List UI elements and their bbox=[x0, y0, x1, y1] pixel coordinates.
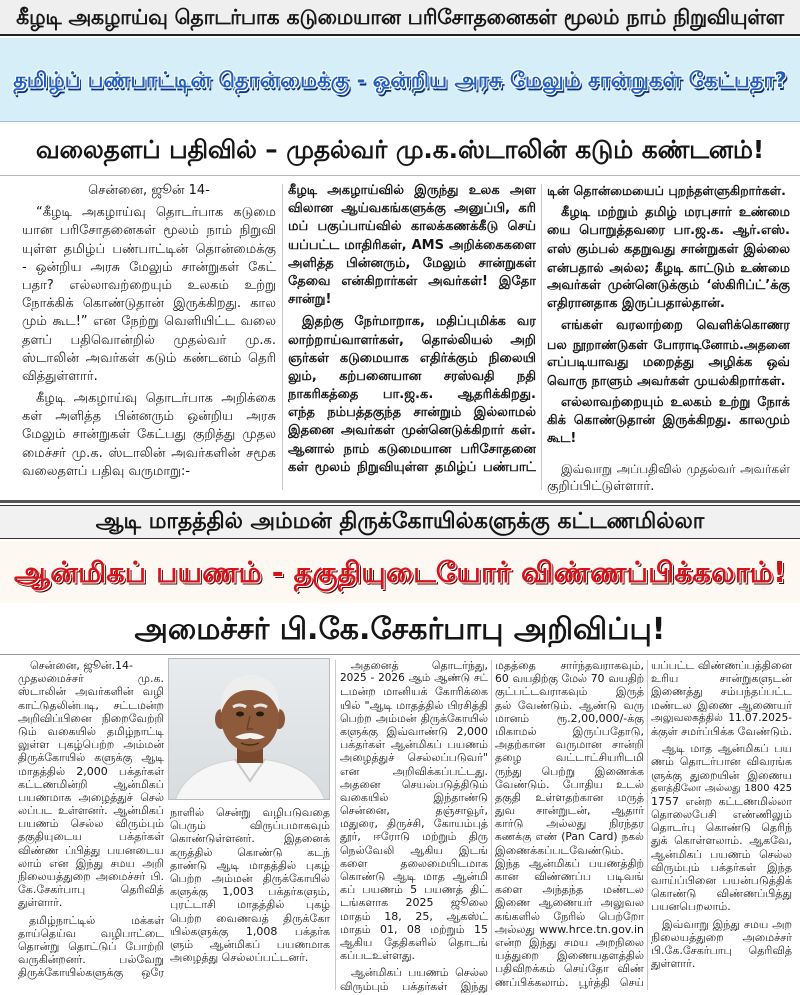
text-line: கார்டு அல்லது நிரந்தர bbox=[495, 817, 644, 831]
text-line: வொரு நாளும் அவர்கள் முயல்கிறார்கள். bbox=[547, 372, 786, 388]
text-line: பதிவிறக்கம் செய்தோ விண் bbox=[495, 962, 644, 976]
story2-kicker-band bbox=[0, 505, 800, 539]
text-line: ருந்து பெற்று இணைக்க bbox=[495, 764, 644, 778]
column-rule bbox=[335, 660, 336, 990]
text-line: இந்த ஆன்மிகப் பயணத்திற் bbox=[495, 856, 644, 870]
story2-column-1 bbox=[18, 659, 164, 984]
text-line: களுக்கு 1,003 பக்தர்களும், bbox=[170, 885, 330, 899]
text-line: இணைக்கப்படவேண்டும். bbox=[495, 843, 624, 857]
text-line: விரும்பும் பக்தர்கள் இந்த bbox=[651, 860, 792, 874]
text-line: அறிவிப்பினை நிறைவேற்றி bbox=[18, 711, 164, 725]
story1-column-2 bbox=[288, 182, 536, 481]
paragraph bbox=[22, 390, 276, 481]
portrait-illustration bbox=[169, 659, 330, 800]
text-line: தொன்று தொட்டுப் போற்றி bbox=[18, 939, 164, 953]
text-line: ஸ்டாலின் அவர்கள் கடும் கண்டனம் தெரி bbox=[22, 350, 276, 366]
text-line: பயனபெறலாம். bbox=[651, 900, 731, 914]
paragraph bbox=[651, 918, 792, 971]
text-line: யில் "ஆடி மாதத்தில் பிரசித்தி bbox=[340, 698, 488, 712]
text-line: தகுதியுடைய பக்தர்கள் bbox=[18, 830, 164, 844]
text-line: நெல்வேலி ஆகிய இடங் bbox=[340, 843, 488, 857]
story2-kicker: ஆடி மாதத்தில் அம்மன் திருக்கோயில்களுக்கு கட்டணமில்லா bbox=[95, 509, 705, 534]
column-rule bbox=[647, 660, 648, 990]
text-line: தொடர்பு கொண்டு தெரிந் bbox=[651, 821, 792, 835]
text-line: யப்பட்ட விண்ணப்பத்தினை bbox=[651, 659, 792, 672]
story-divider bbox=[0, 500, 800, 503]
text-line: தாய்தெய்வ வழிபாட்டை bbox=[18, 926, 164, 940]
text-line: கள் அளித்த பின்னரும் ஒன்றிய அரசு bbox=[22, 409, 276, 425]
text-line: நிலையத்துறை அமைச்சர் bbox=[651, 930, 792, 944]
story1-subhead-band bbox=[0, 124, 800, 176]
text-line: குறிப்பிட்டுள்ளார். bbox=[547, 479, 655, 495]
text-line: என்ற இந்து சமய அறநிலை bbox=[495, 935, 644, 949]
text-line: குட்பட்டவராகவும் இருத் bbox=[495, 685, 644, 699]
text-line: ஆன்மிகப் பயணம் செல்ல bbox=[651, 847, 792, 861]
text-line: அழைத்துச் செல்லப்படுவர்" bbox=[340, 751, 488, 765]
text-line: ணம் தொடர்பான விவரங்க bbox=[651, 755, 792, 769]
text-line: அளித்த பின்னரும், மேலும் சான்றுகள் bbox=[288, 255, 536, 271]
text-line: டமன்ற மானியக் கோரிக்கை bbox=[340, 685, 488, 699]
text-line: எப்படியாவது மறைத்து அழிக்க ஒவ் bbox=[547, 354, 790, 370]
text-line: டும் வகையில் தமிழ்நாட்டி bbox=[18, 724, 164, 738]
text-line: அதற்கான வருமான சான்றி bbox=[495, 738, 644, 752]
story1-column-3 bbox=[547, 182, 790, 453]
text-line: களுக்கு இவ்வாண்டு 2,000 bbox=[340, 724, 488, 738]
paragraph bbox=[547, 317, 790, 390]
text-line: வகையில் இந்தாண்டு bbox=[340, 790, 488, 804]
text-line: பதா? எல்லாவற்றையும் உலகம் உற்று bbox=[22, 277, 276, 293]
text-line: அதனைத் தொடர்ந்து, bbox=[351, 659, 488, 672]
text-line: எங்கள் வரலாற்றை வெளிக்கொணர bbox=[561, 318, 790, 334]
paragraph bbox=[651, 742, 792, 913]
text-line: கே.சேகர்பாபு தெரிவித் bbox=[18, 883, 164, 897]
text-line: தாண்டு ஆடி மாதத்தில் புகழ் bbox=[170, 858, 330, 872]
text-line: துக் கொள்ளலாம். ஆகவே, bbox=[651, 834, 792, 848]
text-line: மிகாமல் இருப்பதோடு, bbox=[495, 724, 644, 738]
text-line: கட்டணமின்றி ஆன்மிகப் bbox=[18, 777, 164, 791]
paragraph bbox=[547, 182, 790, 200]
text-line: நோக்கிக் கொண்டுதான் இருக்கிறது. கால bbox=[22, 296, 276, 312]
text-line: துவ சான்றுடன், ஆதார் bbox=[495, 804, 644, 818]
text-line: ஆடி மாத ஆன்மிகப் பய bbox=[662, 742, 792, 756]
text-line: அழைத்து செல்லப்பட்டனர். bbox=[170, 951, 309, 965]
text-line: எல்லாவற்றையும் உலகம் உற்று நோக் bbox=[561, 395, 790, 411]
paragraph bbox=[495, 659, 644, 989]
text-line: திருக்கோயில்களுக்கு ஒரே bbox=[18, 966, 164, 980]
text-line: மதுரை, திருச்சி, கோயம்புத் bbox=[340, 817, 488, 831]
text-line: பி.கே.சேகர்பாபு தெரிவித் bbox=[651, 943, 792, 957]
text-line: உரிய சான்றுகளுடன் bbox=[651, 672, 792, 686]
story2-headline-band bbox=[0, 541, 800, 603]
text-line: கணக்கு எண் (Pan Card) நகல் bbox=[495, 830, 644, 844]
text-line: டின் தொன்மையைப் புறந்தள்ளுகிறார்கள். bbox=[547, 183, 786, 198]
paragraph bbox=[288, 313, 536, 477]
paragraph bbox=[340, 966, 488, 992]
story2-column-3 bbox=[340, 659, 488, 995]
story1-dateline: சென்னை, ஜூன் 14- bbox=[88, 183, 210, 198]
column-rule bbox=[282, 184, 283, 490]
paragraph bbox=[547, 204, 790, 313]
text-line: மேலும் சான்றுகள் கேட்பது குறித்து முதல bbox=[22, 427, 276, 443]
text-line: பக்தர்கள் ஆன்மிகப் பயணம் bbox=[340, 738, 488, 752]
text-line: ளுக்கு துறையின் இணைய bbox=[651, 768, 792, 782]
text-line: தளத்திலோ அல்லது 1800 425 bbox=[651, 782, 792, 794]
text-line: டங்களாக 2025 ஜூலை bbox=[340, 896, 488, 910]
text-line: பல நூறாண்டுகள் போராடினோம்.அதனை bbox=[547, 336, 790, 352]
text-line: இதனை அவர்கள் முன்னெடுக்கிறார் கள். bbox=[288, 423, 536, 439]
paragraph bbox=[651, 659, 792, 738]
text-line: லுள்ள புகழ்பெற்ற அம்மன் bbox=[18, 738, 164, 752]
text-line: கொண்டுள்ளனர். இதனைக் bbox=[170, 832, 330, 846]
story1-subhead: வலைதளப் பதிவில் – முதல்வர் மு.க.ஸ்டாலின் கடும் கண்டனம்! bbox=[35, 135, 765, 164]
text-line: மைச்சர் மு.க. ஸ்டாலின் அவர்களின் சமூக bbox=[22, 445, 276, 461]
text-line: அலுவலகத்தில் 11.07.2025- bbox=[651, 711, 792, 724]
story2-subhead-band bbox=[0, 605, 800, 655]
text-line: பெற்ற வைணவத் திருக்கோ bbox=[170, 911, 330, 925]
text-line: தூர், ஈரோடு மற்றும் திரு bbox=[340, 830, 488, 844]
text-line: மாதம் 18, 25, ஆகஸ்ட் bbox=[340, 909, 488, 923]
text-line: தேவை என்கிறார்கள் அவர்கள்! இதோ bbox=[288, 273, 536, 289]
story2-photo-column bbox=[170, 806, 330, 968]
story2-headline: ஆன்மிகப் பயணம் - தகுதியுடையோர் விண்ணப்பிக்கலாம்! bbox=[13, 555, 787, 589]
text-line: கப் பயணம் 5 பயணத் திட் bbox=[340, 883, 488, 897]
text-line: ளும் ஆன்மிகப் பயணமாக bbox=[170, 937, 330, 951]
text-line: விரும்பும் பக்தர்கள் இந்து bbox=[340, 979, 488, 993]
text-line: கொண்டு ஆடி மாத ஆன்மி bbox=[340, 870, 488, 883]
text-line: யில்களுக்கு 1,008 பக்தர்க bbox=[170, 924, 330, 938]
text-line: நாகரிகத்தை பா.ஜ.க. ஆதரிக்கிறது. bbox=[288, 387, 536, 403]
paragraph bbox=[18, 914, 164, 980]
text-line: கொண்டு விண்ணப்பித்து bbox=[651, 887, 792, 901]
text-line: பெரும் விருப்பமாகவும் bbox=[170, 819, 330, 833]
text-line: விலான ஆய்வகங்களுக்கு அனுப்பி, கரி bbox=[288, 201, 536, 217]
text-line: அவர்கள் முன்னெடுக்கும் ‘ஸ்கிரிப்ட்’க்கு bbox=[547, 277, 790, 293]
text-line: காட்டுதலின்படி, சட்டமன்ற bbox=[18, 698, 164, 712]
text-line: ஆன்மிகப் பயணம் செல்ல bbox=[351, 966, 488, 980]
text-line: என்பதால் அல்ல; கீழடி காட்டும் உண்மை bbox=[547, 259, 790, 275]
text-line: சென்னை, தஞ்சாவூர், bbox=[340, 804, 488, 818]
text-line: எஸ் கும்பல் கதறுவது சான்றுகள் இல்லை bbox=[547, 241, 790, 257]
text-line: மும் கூட!” என நேற்று வெளியிட்ட வலை bbox=[22, 314, 276, 330]
text-line: கீழடி மற்றும் தமிழ் மரபுசார் உண்மை bbox=[561, 205, 790, 221]
text-line: யுள்ள தமிழ்ப் பண்பாட்டின் தொன்மைக்கு bbox=[22, 241, 276, 257]
column-rule bbox=[541, 184, 542, 490]
paragraph bbox=[22, 204, 276, 386]
text-line: துள்ளார். bbox=[18, 896, 63, 910]
text-line: என அறிவிக்கப்பட்டது. bbox=[340, 764, 488, 778]
text-line: தொலைபேசி எண்ணிலும் bbox=[651, 808, 792, 822]
text-line: இவ்வாறு அப்பதிவில் முதல்வர் அவர்கள் bbox=[561, 462, 790, 476]
text-line: யப்பட்ட மாதிரிகள், AMS அறிக்கைகளை bbox=[288, 237, 536, 253]
text-line: தல் வேண்டும். ஆண்டு வரு bbox=[495, 698, 644, 712]
text-line: எதிரானதாக இருப்பதால்தான். bbox=[547, 296, 725, 312]
text-line: திருக்கோயில் களுக்கு ஆடி bbox=[18, 751, 164, 765]
text-line: அல்லது www.hrce.tn.gov.in bbox=[495, 922, 644, 936]
text-line: இவ்வாறு இந்து சமய அற bbox=[662, 917, 792, 931]
story2-dateline: சென்னை, ஜூன்.14- bbox=[30, 659, 134, 672]
text-line: நாளில் சென்று வழிபடுவதை bbox=[170, 806, 330, 819]
text-line: கான விண்ணப்ப படிவங் bbox=[495, 870, 644, 883]
text-line: கீழடி அகழாய்வு தொடர்பாக அறிக்கை bbox=[36, 391, 276, 407]
paragraph bbox=[547, 394, 790, 449]
text-line: பயணம் செல்ல விரும்பும் bbox=[18, 817, 164, 831]
text-line: கங்களில் நேரில் பெற்றோ bbox=[495, 909, 644, 923]
text-line: புரட்டாசி மாதத்தில் புகழ் bbox=[170, 898, 330, 912]
text-line: 2025 - 2026 ஆம் ஆண்டு சட் bbox=[340, 672, 488, 685]
story1-headline-band bbox=[0, 38, 800, 122]
story1-column-1-body bbox=[22, 204, 276, 481]
paragraph bbox=[340, 659, 488, 962]
paragraph bbox=[18, 672, 164, 909]
text-line: வலைதளப் பதிவு வருமாறு:- bbox=[22, 463, 191, 479]
text-line: மாதத்தில் 2,000 பக்தர்கள் bbox=[18, 764, 164, 778]
text-line: கள் மூலம் நிறுவியுள்ள தமிழ்ப் பண்பாட் bbox=[288, 459, 536, 475]
text-line: அதனை செயல்படுத்திடும் bbox=[340, 777, 488, 791]
text-line: களை அந்தந்த மண்டல bbox=[495, 883, 644, 897]
text-line: மானம் ரூ.2,00,000/-க்கு bbox=[495, 711, 644, 725]
paragraph bbox=[288, 182, 536, 309]
text-line: 1757 என்ற கட்டணமில்லா bbox=[651, 794, 792, 808]
text-line: யத்துறை இணையதளத்தில் bbox=[495, 949, 644, 963]
story2-subhead: அமைச்சர் பி.கே.சேகர்பாபு அறிவிப்பு! bbox=[134, 612, 666, 647]
text-line: மதத்தை சார்ந்தவராகவும், bbox=[495, 659, 644, 672]
text-line: மப் பகுப்பாய்வில் காலக்கணக்கீடு செய் bbox=[288, 219, 536, 235]
story1-headline: தமிழ்ப் பண்பாட்டின் தொன்மைக்கு - ஒன்றிய அரசு மேலும் சான்றுகள் கேட்பதா? bbox=[13, 67, 787, 92]
text-line: கூட! bbox=[547, 431, 577, 447]
text-line: கருத்தில் கொண்டு கடந் bbox=[170, 845, 330, 859]
text-line: பயணமாக அழைத்துச் செல் bbox=[18, 790, 164, 804]
text-line: விண்ண ப்பித்து பயனடைய bbox=[18, 843, 164, 857]
text-line: இதற்கு நேர்மாறாக, மதிப்புமிக்க வர bbox=[302, 314, 536, 330]
text-line: சான்று! bbox=[288, 292, 332, 308]
text-line: மாதம் 01, 08 மற்றும் 15 bbox=[340, 922, 488, 936]
text-line: பெற்ற அம்மன் திருக்கோயில் bbox=[340, 711, 488, 725]
text-line: ஆகிய தேதிகளில் தொடங் bbox=[340, 935, 488, 949]
text-line: வாய்ப்பினை பயன்படுத்திக் bbox=[651, 874, 792, 887]
story2-column-5 bbox=[651, 659, 792, 974]
story2-column-4 bbox=[495, 659, 644, 993]
story1-signoff bbox=[547, 460, 790, 500]
text-line: ஞர்கள் கடுமையாக எதிர்க்கும் நிலையி bbox=[288, 350, 536, 366]
story2-column-1-body bbox=[18, 672, 164, 979]
text-line: இணைத்து சம்பந்தப்பட்ட bbox=[651, 685, 792, 699]
text-line: பெற்ற அம்மன் திருக்கோயில் bbox=[170, 871, 330, 885]
text-line: யான பரிசோதனைகள் மூலம் நாம் நிறுவி bbox=[22, 223, 276, 239]
text-line: வித்துள்ளார். bbox=[22, 368, 98, 384]
text-line: தகுதி உள்ளதற்கான மருத் bbox=[495, 790, 644, 804]
text-line: - ஒன்றிய அரசு மேலும் சான்றுகள் கேட் bbox=[22, 259, 276, 275]
text-line: தழை வட்டாட்சியரிடமி bbox=[495, 751, 644, 765]
paragraph bbox=[170, 806, 330, 964]
text-line: களை தலைமையிடமாக bbox=[340, 856, 488, 870]
story1-kicker-band bbox=[0, 0, 800, 36]
text-line: நிலையத்துறை அமைச்சர் பி. bbox=[18, 870, 164, 883]
text-line: கீழடி அகழாய்வில் இருந்து உலக அள bbox=[288, 183, 536, 198]
text-line: மண்டல இணை ஆணையர் bbox=[651, 698, 792, 712]
text-line: யை பொறுத்தவரை பா.ஜ.க. ஆர்.எஸ். bbox=[547, 223, 790, 239]
story1-column-1 bbox=[22, 182, 276, 485]
text-line: கப்படஉள்ளது. bbox=[340, 949, 416, 963]
column-rule bbox=[491, 660, 492, 990]
text-line: “கீழடி அகழாய்வு தொடர்பாக கடுமை bbox=[36, 205, 276, 221]
text-line: தளப் பதிவொன்றில் முதல்வர் மு.க. bbox=[22, 332, 276, 348]
text-line: இணை ஆணையர் அலுவல bbox=[495, 896, 644, 910]
text-line: ஸ்டாலின் அவர்களின் வழி bbox=[18, 685, 164, 699]
text-line: லாம் என இந்து சமய அறி bbox=[18, 856, 164, 870]
text-line: ஆனால் நாம் கடுமையான பரிசோதனை bbox=[288, 441, 536, 457]
story1-kicker: கீழடி அகழாய்வு தொடர்பாக கடுமையான பரிசோதனைகள் மூலம் நாம் நிறுவியுள்ள bbox=[16, 5, 784, 29]
text-line: எந்த நம்பத்தகுந்த சான்றும் இல்லாமல் bbox=[288, 405, 536, 421]
text-line: வேண்டும். போதிய உடல் bbox=[495, 777, 644, 791]
paragraph bbox=[547, 460, 790, 496]
text-line: லும், கற்பனையான சரஸ்வதி நதி bbox=[288, 368, 536, 384]
text-line: துள்ளார். bbox=[651, 957, 696, 971]
text-line: 60 வயதிற்கு மேல் 70 வயதிற் bbox=[495, 672, 644, 686]
minister-photo bbox=[168, 658, 330, 800]
text-line: வருகின்றனர். பல்வேறு bbox=[18, 953, 164, 967]
text-line: முதலமைச்சர் மு.க. bbox=[18, 672, 164, 686]
text-line: லாற்றாய்வாளர்கள், தொல்லியல் அறி bbox=[288, 332, 536, 348]
text-line: க்குள் சமர்ப்பிக்க வேண்டும். bbox=[651, 724, 792, 738]
text-line: தமிழ்நாட்டில் மக்கள் bbox=[29, 913, 164, 927]
text-line: கிக் கொண்டுதான் இருக்கிறது. காலமும் bbox=[547, 413, 790, 429]
text-line: ணப்பிக்கலாம். பூர்த்தி செய் bbox=[495, 975, 644, 989]
text-line: லப்பட உள்ளனர். ஆன்மிகப் bbox=[18, 804, 164, 818]
